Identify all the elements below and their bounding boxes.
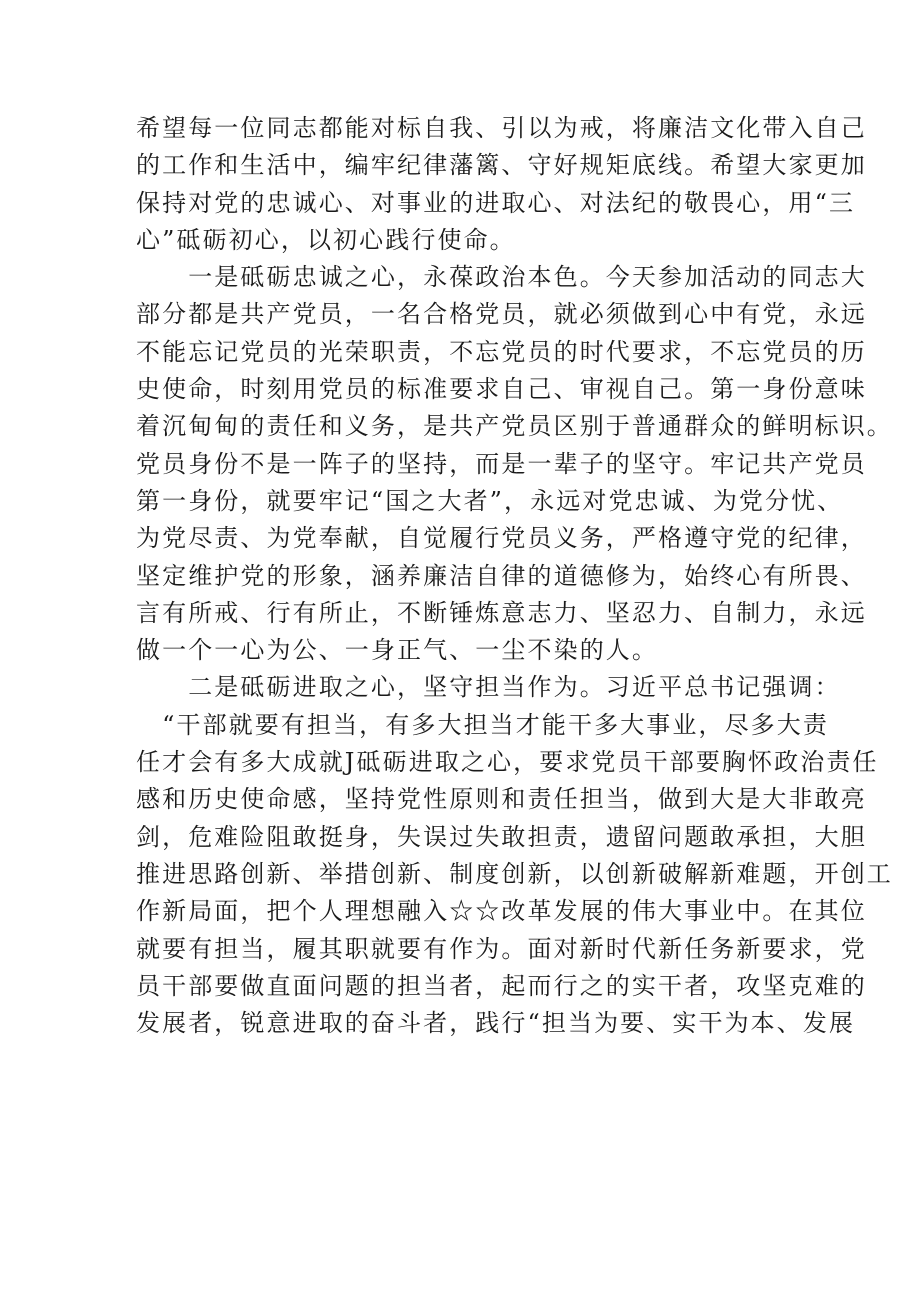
text-line: 员干部要做直面问题的担当者，起而行之的实干者，攻坚克难的 — [136, 971, 867, 1000]
text-line: 心”砥砺初心，以初心践行使命。 — [136, 225, 516, 254]
text-line: 发展者，锐意进取的奋斗者，践行“担当为要、实干为本、发展 — [136, 1009, 856, 1038]
text-line: 坚定维护党的形象，涵养廉洁自律的道德修为，始终心有所畏、 — [136, 561, 867, 590]
text-line: 着沉甸甸的责任和义务，是共产党员区别于普通群众的鲜明标识。 — [136, 412, 893, 441]
text-line: 第一身份，就要牢记“国之大者”，永远对党忠诚、为党分忧、 — [136, 486, 844, 515]
text-line: 作新局面，把个人理想融入☆☆改革发展的伟大事业中。在其位 — [136, 897, 867, 926]
text-line: 任才会有多大成就J砥砺进取之心，要求党员干部要胸怀政治责任 — [136, 748, 879, 777]
text-line: 一是砥砺忠诚之心，永葆政治本色。今天参加活动的同志大 — [136, 263, 867, 292]
text-line: 就要有担当，履其职就要有作为。面对新时代新任务新要求，党 — [136, 934, 867, 963]
text-line: 不能忘记党员的光荣职责，不忘党员的时代要求，不忘党员的历 — [136, 337, 867, 366]
text-line: 言有所戒、行有所止，不断锤炼意志力、坚忍力、自制力，永远 — [136, 598, 867, 627]
text-line: 二是砥砺进取之心，坚守担当作为。习近平总书记强调： — [136, 673, 841, 702]
text-line: 为党尽责、为党奉献，自觉履行党员义务，严格遵守党的纪律， — [136, 524, 867, 553]
text-line: 剑，危难险阻敢挺身，失误过失敢担责，遗留问题敢承担，大胆 — [136, 822, 867, 851]
text-line: 保持对党的忠诚心、对事业的进取心、对法纪的敬畏心，用“三 — [136, 188, 856, 217]
text-line: 的工作和生活中，编牢纪律藩篱、守好规矩底线。希望大家更加 — [136, 151, 867, 180]
text-line: 推进思路创新、举措创新、制度创新，以创新破解新难题，开创工 — [136, 859, 893, 888]
text-line: “干部就要有担当，有多大担当才能干多大事业，尽多大责 — [136, 710, 829, 739]
text-line: 部分都是共产党员，一名合格党员，就必须做到心中有党，永远 — [136, 300, 867, 329]
text-line: 党员身份不是一阵子的坚持，而是一辈子的坚守。牢记共产党员 — [136, 449, 867, 478]
text-line: 做一个一心为公、一身正气、一尘不染的人。 — [136, 636, 658, 665]
text-line: 感和历史使命感，坚持党性原则和责任担当，做到大是大非敢亮 — [136, 785, 867, 814]
text-line: 希望每一位同志都能对标自我、引以为戒，将廉洁文化带入自己 — [136, 114, 867, 142]
document-body — [136, 110, 893, 1042]
text-line: 史使命，时刻用党员的标准要求自己、审视自己。第一身份意味 — [136, 375, 867, 404]
